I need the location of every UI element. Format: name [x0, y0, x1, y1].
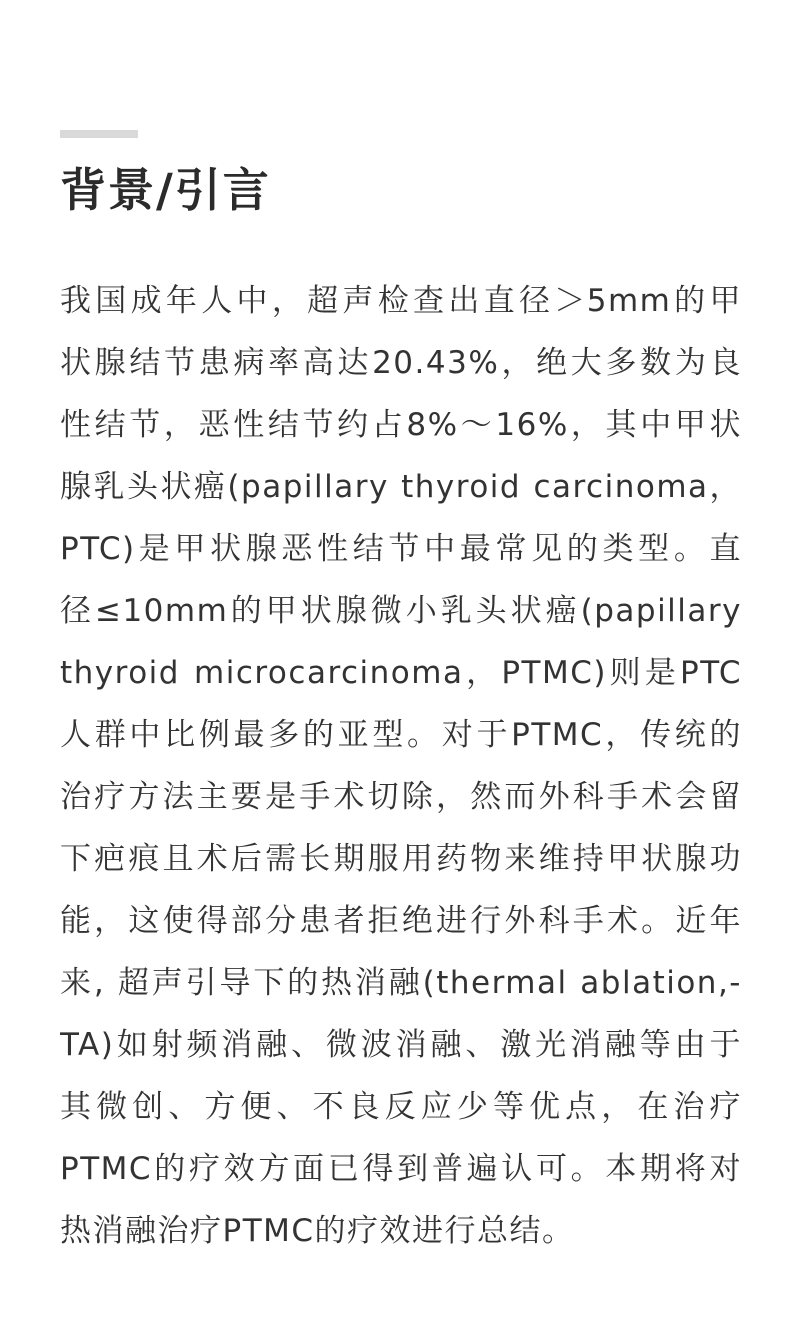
paragraph-line: PTMC的疗效方面已得到普遍认可。本期将对	[60, 1151, 742, 1187]
title-accent-bar	[60, 130, 138, 138]
paragraph-line: 性结节，恶性结节约占8%～16%，其中甲状	[60, 407, 742, 443]
paragraph-line: 治疗方法主要是手术切除，然而外科手术会留	[60, 779, 742, 815]
paragraph-line: 能，这使得部分患者拒绝进行外科手术。近年	[60, 903, 742, 939]
paragraph-line: 状腺结节患病率高达20.43%，绝大多数为良	[60, 345, 742, 381]
paragraph-line: 其微创、方便、不良反应少等优点，在治疗	[60, 1089, 742, 1125]
intro-paragraph	[60, 270, 742, 1262]
page-title: 背景/引言	[60, 163, 271, 217]
paragraph-line: 人群中比例最多的亚型。对于PTMC，传统的	[60, 717, 742, 753]
paragraph-line: 径≤10mm的甲状腺微小乳头状癌(papillary	[60, 593, 742, 629]
paragraph-line: 下疤痕且术后需长期服用药物来维持甲状腺功	[60, 841, 742, 877]
paragraph-line: TA)如射频消融、微波消融、激光消融等由于	[60, 1027, 742, 1063]
paragraph-line: 热消融治疗PTMC的疗效进行总结。	[60, 1213, 575, 1249]
paragraph-line: thyroid microcarcinoma，PTMC)则是PTC	[60, 655, 742, 691]
paragraph-line: 腺乳头状癌(papillary thyroid carcinoma，	[60, 469, 742, 505]
paragraph-line: PTC)是甲状腺恶性结节中最常见的类型。直	[60, 531, 742, 567]
paragraph-line: 我国成年人中，超声检查出直径＞5mm的甲	[60, 283, 742, 319]
paragraph-line: 来, 超声引导下的热消融(thermal ablation,-	[60, 965, 742, 1001]
